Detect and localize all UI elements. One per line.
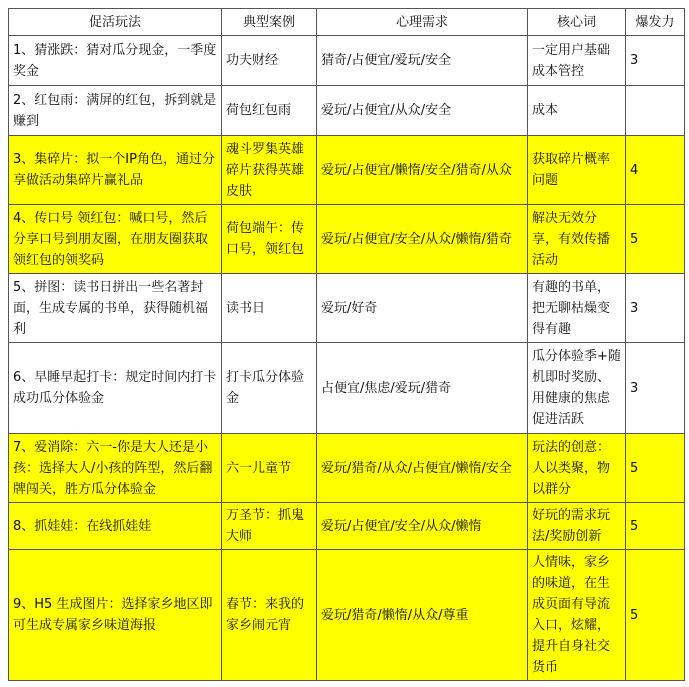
cell-need: 猜奇/占便宜/爱玩/安全 xyxy=(317,36,528,86)
table-row xyxy=(9,503,685,550)
cell-power xyxy=(626,86,685,136)
cell-power: 4 xyxy=(626,136,685,205)
cell-play: 7、爱消除：六一-你是大人还是小孩：选择大人/小孩的阵型，然后翻牌闯关，胜方瓜分体验金 xyxy=(9,434,222,503)
cell-power: 3 xyxy=(626,36,685,86)
cell-power: 5 xyxy=(626,503,685,550)
cell-case: 春节：来我的家乡闹元宵 xyxy=(222,550,317,681)
table-row xyxy=(9,36,685,86)
cell-case: 万圣节：抓鬼大师 xyxy=(222,503,317,550)
cell-core: 成本 xyxy=(528,86,626,136)
cell-power: 5 xyxy=(626,434,685,503)
cell-play: 8、抓娃娃：在线抓娃娃 xyxy=(9,503,222,550)
cell-core: 解决无效分享，有效传播活动 xyxy=(528,205,626,274)
cell-case: 功夫财经 xyxy=(222,36,317,86)
cell-case: 打卡瓜分体验金 xyxy=(222,343,317,434)
cell-power: 5 xyxy=(626,205,685,274)
cell-play: 9、H5 生成图片：选择家乡地区即可生成专属家乡味道海报 xyxy=(9,550,222,681)
cell-power: 3 xyxy=(626,274,685,343)
header-core: 核心词 xyxy=(528,9,626,36)
cell-core: 一定用户基础成本管控 xyxy=(528,36,626,86)
cell-case: 荷包端午：传口号，领红包 xyxy=(222,205,317,274)
table-row xyxy=(9,205,685,274)
cell-power: 3 xyxy=(626,343,685,434)
cell-core: 玩法的创意：人以类聚，物以群分 xyxy=(528,434,626,503)
cell-core: 好玩的需求玩法/奖励创新 xyxy=(528,503,626,550)
cell-core: 获取碎片概率问题 xyxy=(528,136,626,205)
cell-play: 1、猜涨跌：猜对瓜分现金，一季度奖金 xyxy=(9,36,222,86)
cell-case: 六一儿童节 xyxy=(222,434,317,503)
cell-play: 2、红包雨：满屏的红包，拆到就是赚到 xyxy=(9,86,222,136)
cell-need: 爱玩/占便宜/安全/从众/懒惰/猎奇 xyxy=(317,205,528,274)
cell-play: 4、传口号 领红包：喊口号，然后分享口号到朋友圈，在朋友圈获取领红包的领奖码 xyxy=(9,205,222,274)
header-case: 典型案例 xyxy=(222,9,317,36)
cell-play: 3、集碎片：拟一个IP角色，通过分享做活动集碎片赢礼品 xyxy=(9,136,222,205)
cell-core: 有趣的书单，把无聊枯燥变得有趣 xyxy=(528,274,626,343)
cell-need: 爱玩/猎奇/从众/占便宜/懒惰/安全 xyxy=(317,434,528,503)
header-row xyxy=(9,9,685,36)
cell-need: 爱玩/好奇 xyxy=(317,274,528,343)
table-row xyxy=(9,86,685,136)
cell-need: 爱玩/占便宜/懒惰/安全/猎奇/从众 xyxy=(317,136,528,205)
table-row xyxy=(9,136,685,205)
cell-need: 爱玩/占便宜/安全/从众/懒惰 xyxy=(317,503,528,550)
header-play: 促活玩法 xyxy=(9,9,222,36)
cell-need: 占便宜/焦虑/爱玩/猎奇 xyxy=(317,343,528,434)
cell-need: 爱玩/猎奇/懒惰/从众/尊重 xyxy=(317,550,528,681)
table-row xyxy=(9,434,685,503)
table-row xyxy=(9,274,685,343)
cell-play: 5、拼图：读书日拼出一些名著封面，生成专属的书单，获得随机福利 xyxy=(9,274,222,343)
header-power: 爆发力 xyxy=(626,9,685,36)
cell-case: 读书日 xyxy=(222,274,317,343)
table-row xyxy=(9,550,685,681)
gameplay-table xyxy=(8,8,685,681)
cell-need: 爱玩/占便宜/从众/安全 xyxy=(317,86,528,136)
header-need: 心理需求 xyxy=(317,9,528,36)
table-row xyxy=(9,343,685,434)
cell-play: 6、早睡早起打卡：规定时间内打卡成功瓜分体验金 xyxy=(9,343,222,434)
cell-power: 5 xyxy=(626,550,685,681)
cell-core: 瓜分体验季+随机即时奖励、用健康的焦虑促进活跃 xyxy=(528,343,626,434)
cell-case: 魂斗罗集英雄碎片获得英雄皮肤 xyxy=(222,136,317,205)
cell-core: 人情味，家乡的味道，在生成页面有导流入口，炫耀，提升自身社交货币 xyxy=(528,550,626,681)
cell-case: 荷包红包雨 xyxy=(222,86,317,136)
